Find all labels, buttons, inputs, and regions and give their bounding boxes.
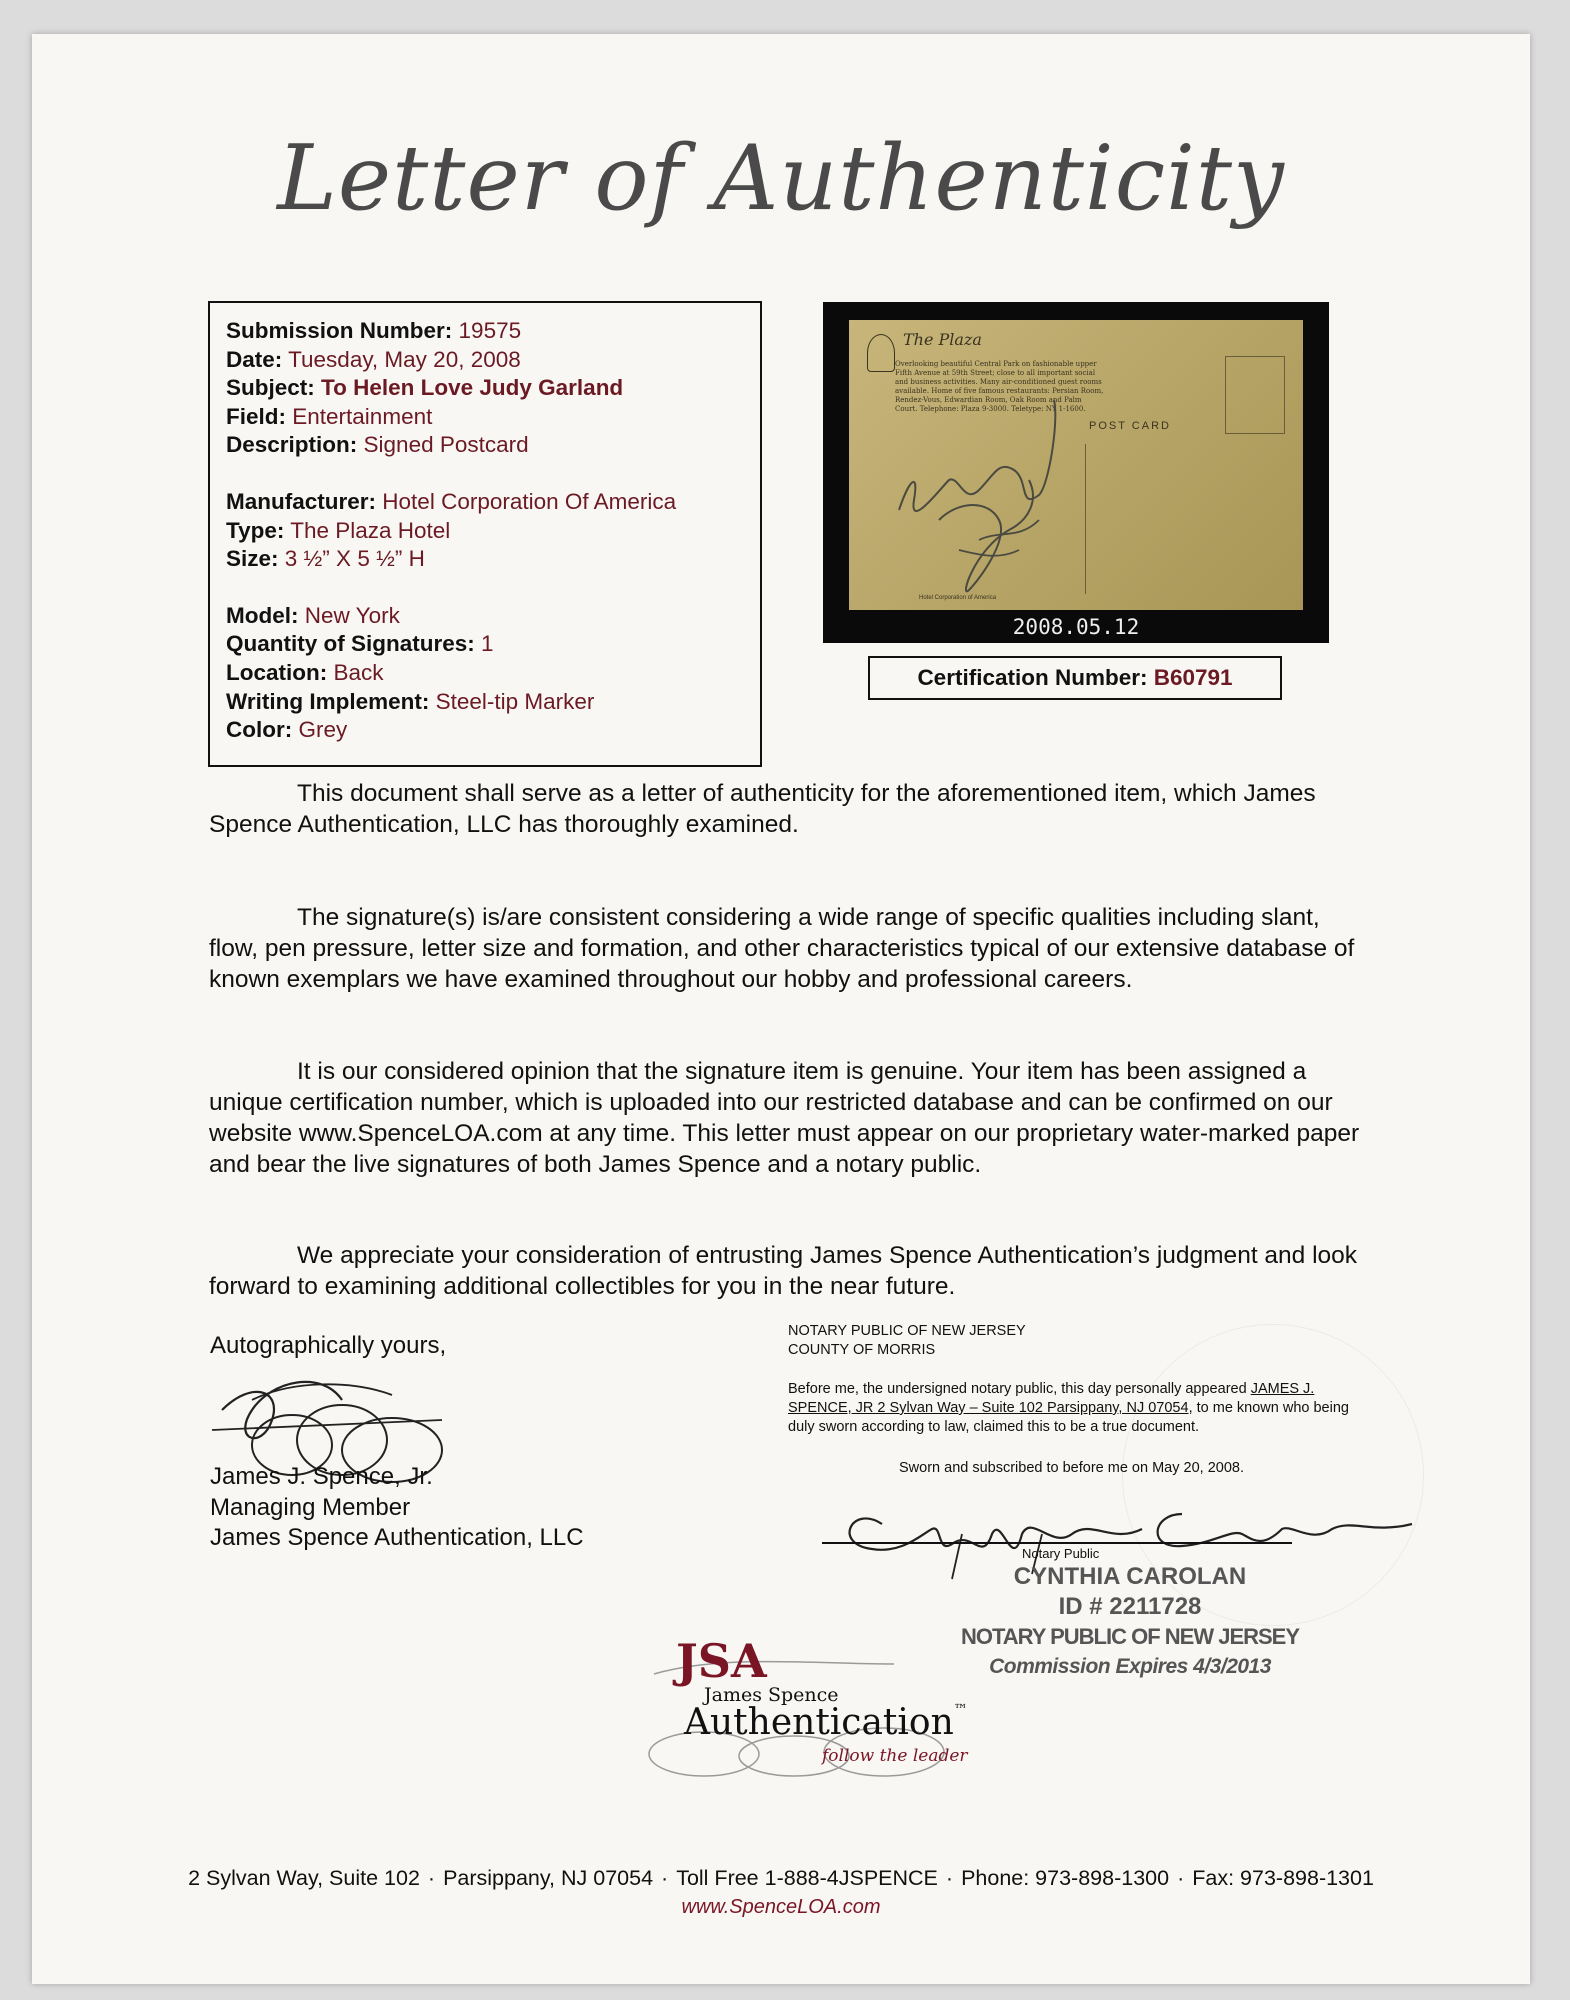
notary-statement: Before me, the undersigned notary public, this day personally appeared JAMES J. SPENCE, JR 2 Sylvan Way – Suite 102 Parsippany, NJ 07054, to me known who being duly sworn according to law, claimed this to be a true document. (788, 1381, 1349, 1435)
signer-name: James J. Spence, Jr. (210, 1463, 433, 1490)
sworn-statement: Sworn and subscribed to before me on May 20, 2008. (899, 1460, 1244, 1476)
field-row: Field: Entertainment (226, 403, 433, 429)
notary-stamp: CYNTHIA CAROLAN ID # 2211728 NOTARY PUBLIC OF NEW JERSEY Commission Expires 4/3/2013 (960, 1563, 1300, 1678)
date-row: Date: Tuesday, May 20, 2008 (226, 346, 521, 372)
stamp-box (1225, 356, 1285, 434)
notary-public-label: Notary Public (1022, 1546, 1100, 1561)
manufacturer-row: Manufacturer: Hotel Corporation Of America (226, 488, 677, 514)
address-divider (1085, 444, 1086, 594)
postcard-header: The Plaza (903, 330, 982, 349)
postcard-label: POST CARD (1089, 420, 1171, 432)
letter-sheet (32, 34, 1530, 1984)
signer-block (210, 1462, 584, 1554)
paragraph-4: We appreciate your consideration of entrusting James Spence Authentication’s judgment and look forward to examining additional collectibles for you in the near future. (209, 1242, 1358, 1300)
postcard-text: Overlooking beautiful Central Park on fashionable upper Fifth Avenue at 59th Street; close to all important social and business activities. Many air-conditioned guest rooms available. Home of five famous restaurants: Persian Room, Rendez-Vous, Edwardian Room, Oak Room and Palm Court. Telephone: Plaza 9-3000. Teletype: NY 1-1600. (895, 360, 1104, 413)
jsa-line1: James Spence (704, 1684, 839, 1706)
description-row: Description: Signed Postcard (226, 432, 529, 458)
document-title: Letter of Authenticity (277, 126, 1285, 231)
plaza-crest-icon (867, 334, 895, 372)
certification-box: Certification Number: B60791 (868, 656, 1282, 700)
model-row: Model: New York (226, 602, 400, 628)
paragraph-1: This document shall serve as a letter of authenticity for the aforementioned item, which James Spence Authentication, LLC has thoroughly examined. (209, 780, 1316, 838)
postcard-footer: Hotel Corporation of America (919, 595, 997, 601)
footer-website-link[interactable]: www.SpenceLOA.com (681, 1896, 881, 1918)
type-row: Type: The Plaza Hotel (226, 517, 451, 543)
signer-company: James Spence Authentication, LLC (210, 1524, 584, 1551)
item-photo (823, 302, 1329, 643)
closing-text: Autographically yours, (210, 1332, 447, 1359)
item-details-box (208, 301, 762, 767)
footer-contact: 2 Sylvan Way, Suite 102 · Parsippany, NJ 07054 · Toll Free 1-888-4JSPENCE · Phone: 973-898-1300 · Fax: 973-898-1301 (188, 1866, 1374, 1890)
notary-signature-line (822, 1542, 1292, 1544)
garland-signature-icon (879, 380, 1079, 600)
paragraph-3: It is our considered opinion that the signature item is genuine. Your item has been assigned a unique certification number, which is uploaded into our restricted database and can be confirmed on our website www.SpenceLOA.com at any time. This letter must appear on our proprietary water-marked paper and bear the live signatures of both James Spence and a notary public. (209, 1058, 1360, 1178)
quantity-row: Quantity of Signatures: 1 (226, 631, 494, 657)
implement-row: Writing Implement: Steel-tip Marker (226, 688, 595, 714)
jsa-tagline: follow the leader (822, 1746, 968, 1766)
photo-date-stamp: 2008.05.12 (1012, 615, 1140, 639)
postcard-image (849, 320, 1303, 610)
jsa-line2: Authentication™ (684, 1702, 968, 1743)
submission-row: Submission Number: 19575 (226, 318, 522, 343)
size-row: Size: 3 ½” X 5 ½” H (226, 546, 425, 572)
jsa-logo (644, 1634, 974, 1784)
certification-number: B60791 (1153, 665, 1233, 690)
location-row: Location: Back (226, 659, 384, 685)
notary-heading: NOTARY PUBLIC OF NEW JERSEY COUNTY OF MORRIS (788, 1323, 1026, 1358)
color-row: Color: Grey (226, 717, 348, 743)
jsa-mark: JSA (676, 1634, 767, 1688)
subject-row: Subject: To Helen Love Judy Garland (226, 375, 624, 401)
paragraph-2: The signature(s) is/are consistent considering a wide range of specific qualities including slant, flow, pen pressure, letter size and formation, and other characteristics typical of our extensive database of known exemplars we have examined throughout our hobby and professional careers. (209, 904, 1355, 993)
signer-role: Managing Member (210, 1493, 411, 1521)
